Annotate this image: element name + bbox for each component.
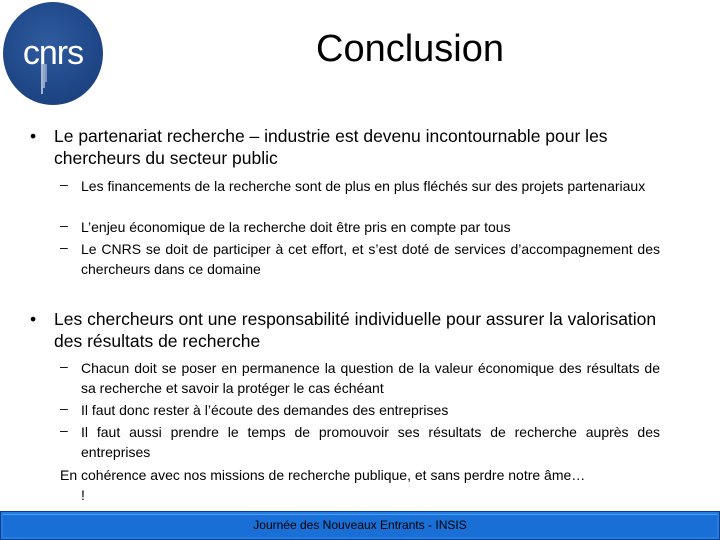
sub-marker: – [60,239,68,255]
closing-line-2: ! [81,487,85,503]
slide-title: Conclusion [316,28,504,70]
footer-text: Journée des Nouveaux Entrants - INSIS [253,518,467,532]
closing-line-1: En cohérence avec nos missions de recherche publique, et sans perdre notre âme… [60,467,586,483]
sub-marker: – [60,358,68,374]
bullet-marker: • [30,309,37,329]
bullet-1-sub-3: Le CNRS se doit de participer à cet effort, et s’est doté de services d’accompagnement des chercheurs dans ce domaine [81,241,660,277]
bullet-1-text: Le partenariat recherche – industrie est devenu incontournable pour les chercheurs du secteur public [54,126,608,168]
cnrs-logo-text: cnrs [22,34,84,72]
footer-bar [0,511,720,540]
bullet-2-sub-2: Il faut donc rester à l’écoute des demandes des entreprises [81,402,449,418]
bullet-1-sub-1: Les financements de la recherche sont de plus en plus fléchés sur des projets partenariaux [81,178,646,194]
bullet-marker: • [30,126,37,146]
bullet-2-sub-3: Il faut aussi prendre le temps de promouvoir ses résultats de recherche auprès des entreprises [81,424,660,460]
sub-marker: – [60,422,68,438]
bullet-2-sub-1: Chacun doit se poser en permanence la question de la valeur économique des résultats de sa recherche et savoir la protéger le cas échéant [81,360,660,396]
bullet-1-sub-2: L’enjeu économique de la recherche doit être pris en compte par tous [81,219,511,235]
bullet-2-text: Les chercheurs ont une responsabilité individuelle pour assurer la valorisation des résultats de recherche [54,309,657,351]
closing-statement [60,465,665,505]
sub-marker: – [60,400,68,416]
sub-marker: – [60,217,68,233]
sub-marker: – [60,176,68,192]
